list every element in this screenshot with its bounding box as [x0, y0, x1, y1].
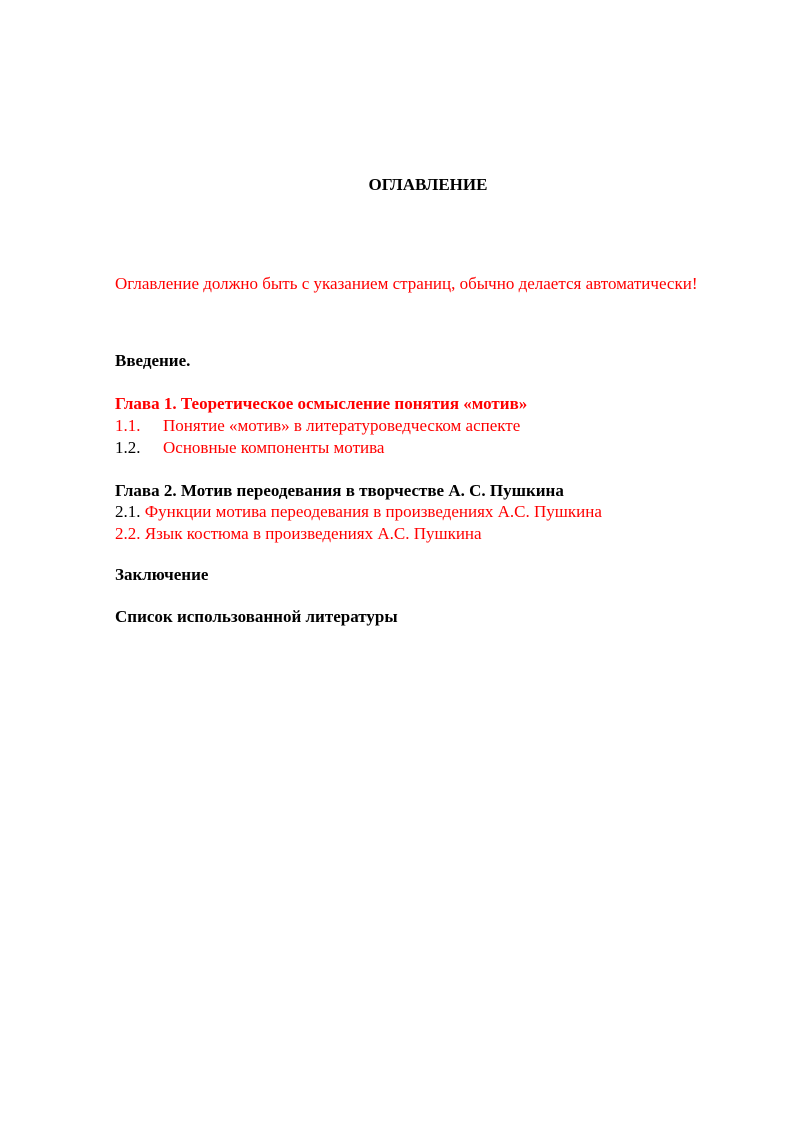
toc-item-2-1	[115, 501, 602, 523]
toc-item-1-1	[115, 415, 520, 437]
toc-chapter2-title: Глава 2. Мотив переодевания в творчестве А. С. Пушкина	[115, 481, 564, 500]
toc-item-number: 2.1.	[115, 502, 141, 521]
toc-intro: Введение.	[115, 351, 191, 370]
toc-item-text: Понятие «мотив» в литературоведческом аспекте	[163, 416, 521, 435]
page-title: ОГЛАВЛЕНИЕ	[368, 175, 488, 194]
toc-chapter1-title: Глава 1. Теоретическое осмысление понятия «мотив»	[115, 394, 528, 413]
toc-item-number: 1.2.	[115, 438, 141, 457]
toc-item-text: Основные компоненты мотива	[163, 438, 385, 457]
instruction-note: Оглавление должно быть с указанием страниц, обычно делается автоматически!	[115, 274, 698, 293]
toc-item-1-2	[115, 437, 384, 459]
toc-bibliography: Список использованной литературы	[115, 607, 398, 626]
toc-item-text: Язык костюма в произведениях А.С. Пушкина	[144, 524, 482, 543]
toc-conclusion: Заключение	[115, 565, 209, 584]
toc-item-number: 2.2.	[115, 524, 141, 543]
toc-item-2-2	[115, 523, 482, 545]
toc-item-number: 1.1.	[115, 416, 141, 435]
toc-item-text: Функции мотива переодевания в произведениях А.С. Пушкина	[144, 502, 602, 521]
